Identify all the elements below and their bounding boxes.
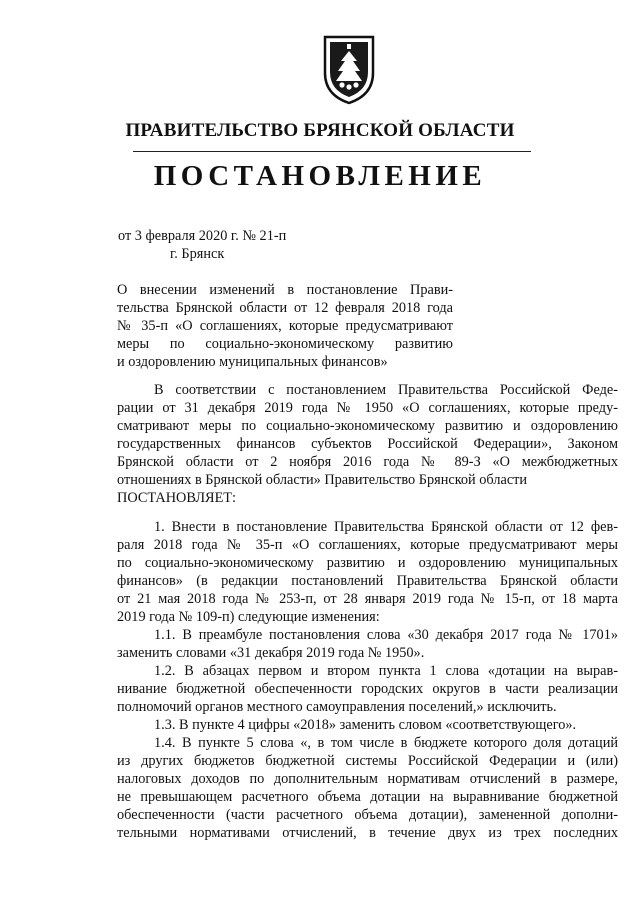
subject-line: тельства Брянской области от 12 февраля 2018 года: [117, 300, 453, 316]
body-line: из других бюджетов бюджетной системы Российской Федерации и (или): [117, 753, 618, 769]
subject-line: № 35-п «О соглашениях, которые предусматривают: [117, 318, 453, 334]
body-line: 1.3. В пункте 4 цифры «2018» заменить словом «соответствующего».: [154, 717, 577, 733]
body-line: налоговых доходов по дополнительным нормативам отчислений в размере,: [117, 771, 618, 787]
body-line: нивание бюджетной обеспеченности городских округов в части реализации: [117, 681, 618, 697]
body-line: полномочий органов местного самоуправления поселений,» исключить.: [117, 699, 557, 715]
body-line: финансов» (в редакции постановлений Правительства Брянской области: [117, 573, 618, 589]
body-line: 1.1. В преамбуле постановления слова «30 декабря 2017 года № 1701»: [154, 627, 618, 643]
subject-line: меры по социально-экономическому развитию: [117, 336, 453, 352]
preamble-line: отношениях в Брянской области» Правительство Брянской области: [117, 472, 528, 488]
body-line: тельными нормативами отчислений, в течение двух из трех последних: [117, 825, 618, 841]
header-divider: [133, 151, 531, 152]
preamble-line: ПОСТАНОВЛЯЕТ:: [117, 490, 237, 506]
body-line: 1. Внести в постановление Правительства Брянской области от 12 фев-: [154, 519, 618, 535]
body-line: 1.2. В абзацах первом и втором пункта 1 слова «дотации на вырав-: [154, 663, 618, 679]
body-line: не превышающем расчетного объема дотации на выравнивание бюджетной: [117, 789, 618, 805]
body-line: по социально-экономическому развитию и оздоровлению муниципальных: [117, 555, 618, 571]
preamble-line: В соответствии с постановлением Правительства Российской Феде-: [154, 382, 618, 398]
subject-line: О внесении изменений в постановление Прави-: [117, 282, 453, 298]
organization-name: ПРАВИТЕЛЬСТВО БРЯНСКОЙ ОБЛАСТИ: [125, 120, 515, 141]
subject-line: и оздоровлению муниципальных финансов»: [117, 354, 388, 370]
preamble-line: государственных финансов субъектов Российской Федерации», Законом: [117, 436, 618, 452]
preamble-line: Брянской области от 2 ноября 2016 года № 89-З «О межбюджетных: [117, 454, 618, 470]
body-line: 2019 года № 109-п) следующие изменения:: [117, 609, 380, 625]
body-line: заменить словами «31 декабря 2019 года № 1950».: [117, 645, 425, 661]
document-type-title: ПОСТАНОВЛЕНИЕ: [153, 160, 487, 192]
document-place: г. Брянск: [170, 246, 225, 262]
preamble-line: сматривают меры по социально-экономическому развитию и оздоровлению: [117, 418, 618, 434]
body-line: от 21 мая 2018 года № 253-п, от 28 января 2019 года № 15-п, от 18 марта: [117, 591, 618, 607]
preamble-line: рации от 31 декабря 2019 года № 1950 «О соглашениях, которые преду-: [117, 400, 618, 416]
body-line: раля 2018 года № 35-п «О соглашениях, которые предусматривают меры: [117, 537, 618, 553]
coat-of-arms-emblem: [322, 33, 376, 105]
document-date-number: от 3 февраля 2020 г. № 21-п: [118, 228, 287, 244]
body-line: 1.4. В пункте 5 слова «, в том числе в бюджете которого доля дотаций: [154, 735, 618, 751]
body-line: обеспеченности (части расчетного объема дотации), замененной дополни-: [117, 807, 618, 823]
